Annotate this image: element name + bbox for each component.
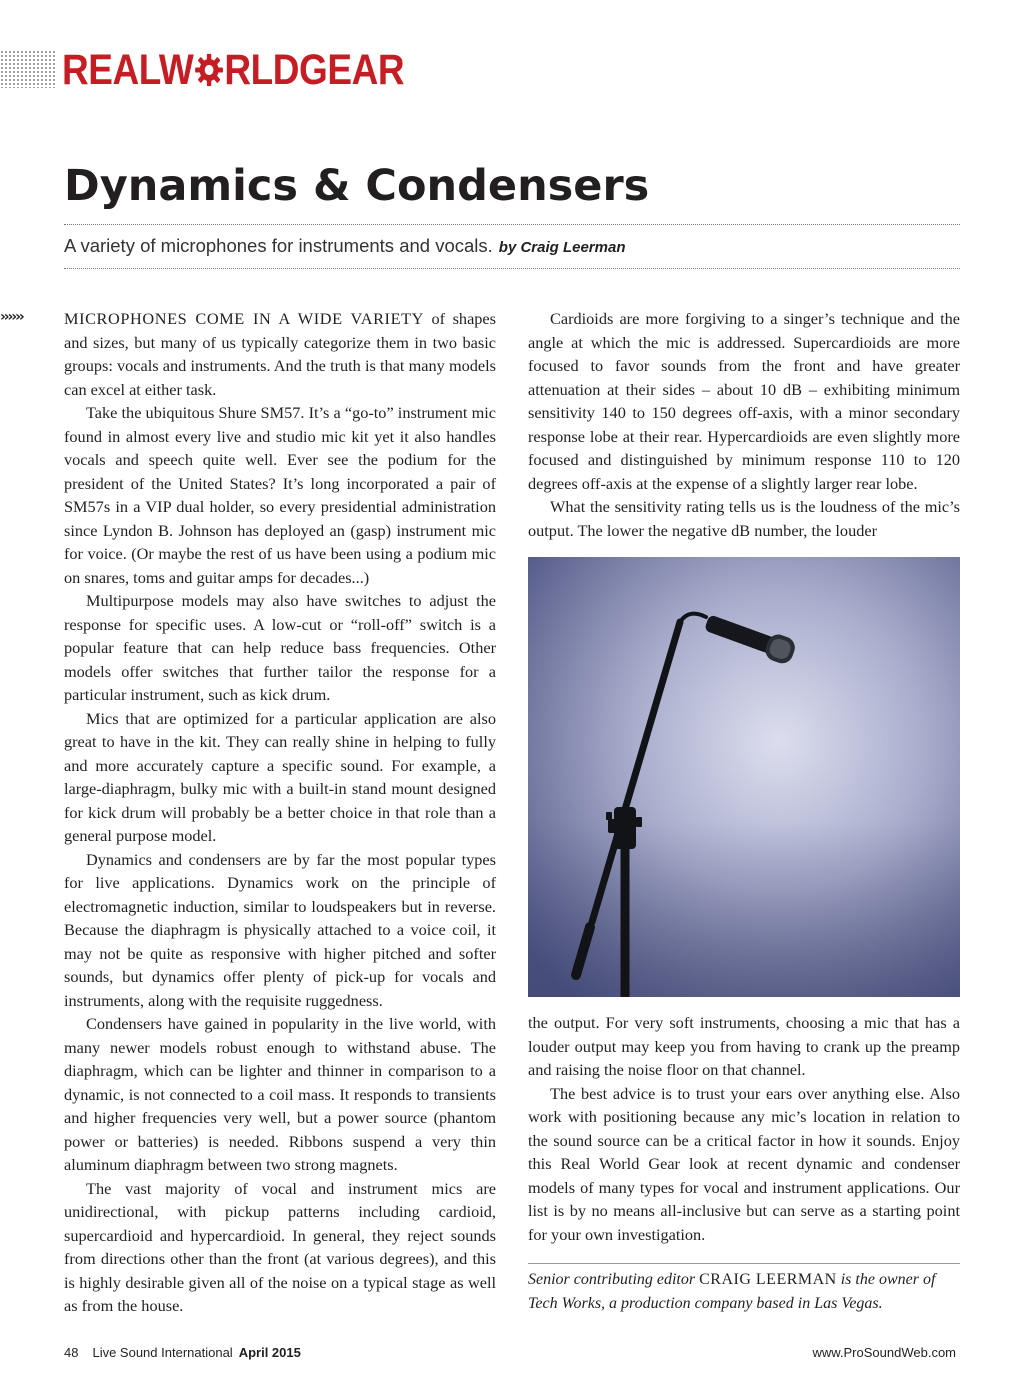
column-right-top (528, 307, 960, 542)
publication-name: Live Sound International (92, 1345, 233, 1360)
page-footer-left (64, 1345, 301, 1360)
gear-icon (194, 53, 223, 87)
body-paragraph: Multipurpose models may also have switches to adjust the response for specific uses. A low-cut or “roll-off” switch is a popular feature that can help reduce bass frequencies. Other models offer switches that further tailor the response for a particular instrument, such as kick drum. (64, 591, 496, 704)
body-paragraph: Condensers have gained in popularity in the live world, with many newer models robust enough to withstand abuse. The diaphragm, which can be lighter and thinner in comparison to a dynamic, is not connected to a coil mass. It responds to transients and higher frequencies very well, but a power source (phantom power or batteries) is needed. Ribbons suspend a very thin aluminum diaphragm between two strong magnets. (64, 1014, 496, 1174)
column-right-bottom (528, 1011, 960, 1246)
lead-chevrons-icon: ›››››› (0, 309, 23, 325)
body-paragraph: What the sensitivity rating tells us is the loudness of the mic’s output. The lower the negative dB number, the louder (528, 497, 960, 540)
issue-date: April 2015 (238, 1345, 301, 1360)
deck-text: A variety of microphones for instruments and vocals. (64, 235, 493, 256)
bio-author-name: CRAIG LEERMAN (699, 1271, 837, 1288)
title-divider-bottom (64, 268, 960, 269)
body-paragraph: Take the ubiquitous Shure SM57. It’s a “go-to” instrument mic found in almost every live and studio mic kit yet it also handles vocals and speech quite well. Ever see the podium for the president of the United States? It’s long incorporated a pair of SM57s in a VIP dual holder, so every presidential administration since Lyndon B. Johnson has deployed an (gasp) instrument mic for voice. (Or maybe the rest of us have been using a podium mic on snares, toms and guitar amps for decades...) (64, 403, 496, 587)
lead-paragraph (64, 307, 496, 401)
page-number: 48 (64, 1345, 79, 1360)
body-paragraph: The best advice is to trust your ears over anything else. Also work with positioning because any mic’s location in relation to the sound source can be a critical factor in how it sounds. Enjoy this Real World Gear look at recent dynamic and condenser models of many types for vocal and instrument applications. Our list is by no means all-inclusive but can serve as a starting point for your own investigation. (528, 1083, 960, 1244)
byline: by Craig Leerman (498, 239, 626, 256)
author-bio (528, 1268, 960, 1315)
bio-pre: Senior contributing editor (528, 1271, 700, 1288)
title-divider-top (64, 224, 960, 225)
body-paragraph: Dynamics and condensers are by far the most popular types for live applications. Dynamics work on the principle of electromagnetic induction, similar to loudspeakers but in reverse. Because the diaphragm is physically attached to a voice coil, it may not be quite as responsive with higher pitched and softer sounds, but dynamics offer plenty of pick-up for vocals and instruments, along with the requisite ruggedness. (64, 849, 496, 1010)
body-paragraph: Mics that are optimized for a particular application are also great to have in the kit. They can really shine in helping to fully and more accurately capture a specific sound. For example, a large-diaphragm, bulky mic with a built-in stand mount designed for kick drum will probably be a better choice in that role than a general purpose model. (64, 708, 496, 845)
body-paragraph: Cardioids are more forgiving to a singer’s technique and the angle at which the mic is addressed. Supercardioids are more focused to favor sounds from the front and have greater attenuation at their sides – about 10 dB – exhibiting minimum sensitivity 140 to 150 degrees off-axis, with a minor secondary response lobe at their rear. Hypercardioids are even slightly more focused and distinguished by minimum response 110 to 120 degrees off-axis at the expense of a slightly larger rear lobe. (528, 309, 960, 493)
logo-text-part2: RLDGEAR (224, 46, 405, 94)
lead-rest: of shapes and sizes, but many of us typically categorize them in two basic groups: vocals and instruments. And the truth is that many models can excel at either task. (64, 309, 496, 399)
lead-caps: MICROPHONES COME IN A WIDE VARIETY (64, 309, 425, 328)
article-title: Dynamics & Condensers (64, 161, 650, 211)
body-paragraph: The vast majority of vocal and instrument mics are unidirectional, with pickup patterns including cardioid, supercardioid and hypercardioid. In general, they reject sounds from directions other than the front (at various degrees), and this is highly desirable given all of the noise on a typical stage as well as from the house. (64, 1178, 496, 1315)
column-left (64, 307, 496, 1318)
bio-divider (528, 1263, 960, 1264)
article-deck (64, 235, 626, 257)
continued-paragraph: the output. For very soft instruments, choosing a mic that has a louder output may keep you from having to crank up the preamp and raising the noise floor on that channel. (528, 1013, 960, 1079)
bio-post: is the owner of Tech Works, a production company based in Las Vegas. (528, 1271, 936, 1312)
section-logo (62, 46, 404, 94)
logo-text-part1: REALW (62, 46, 194, 94)
dot-grid-decoration (0, 50, 56, 88)
microphone-stand-photo (528, 557, 960, 997)
website-link[interactable]: www.ProSoundWeb.com (812, 1345, 956, 1360)
